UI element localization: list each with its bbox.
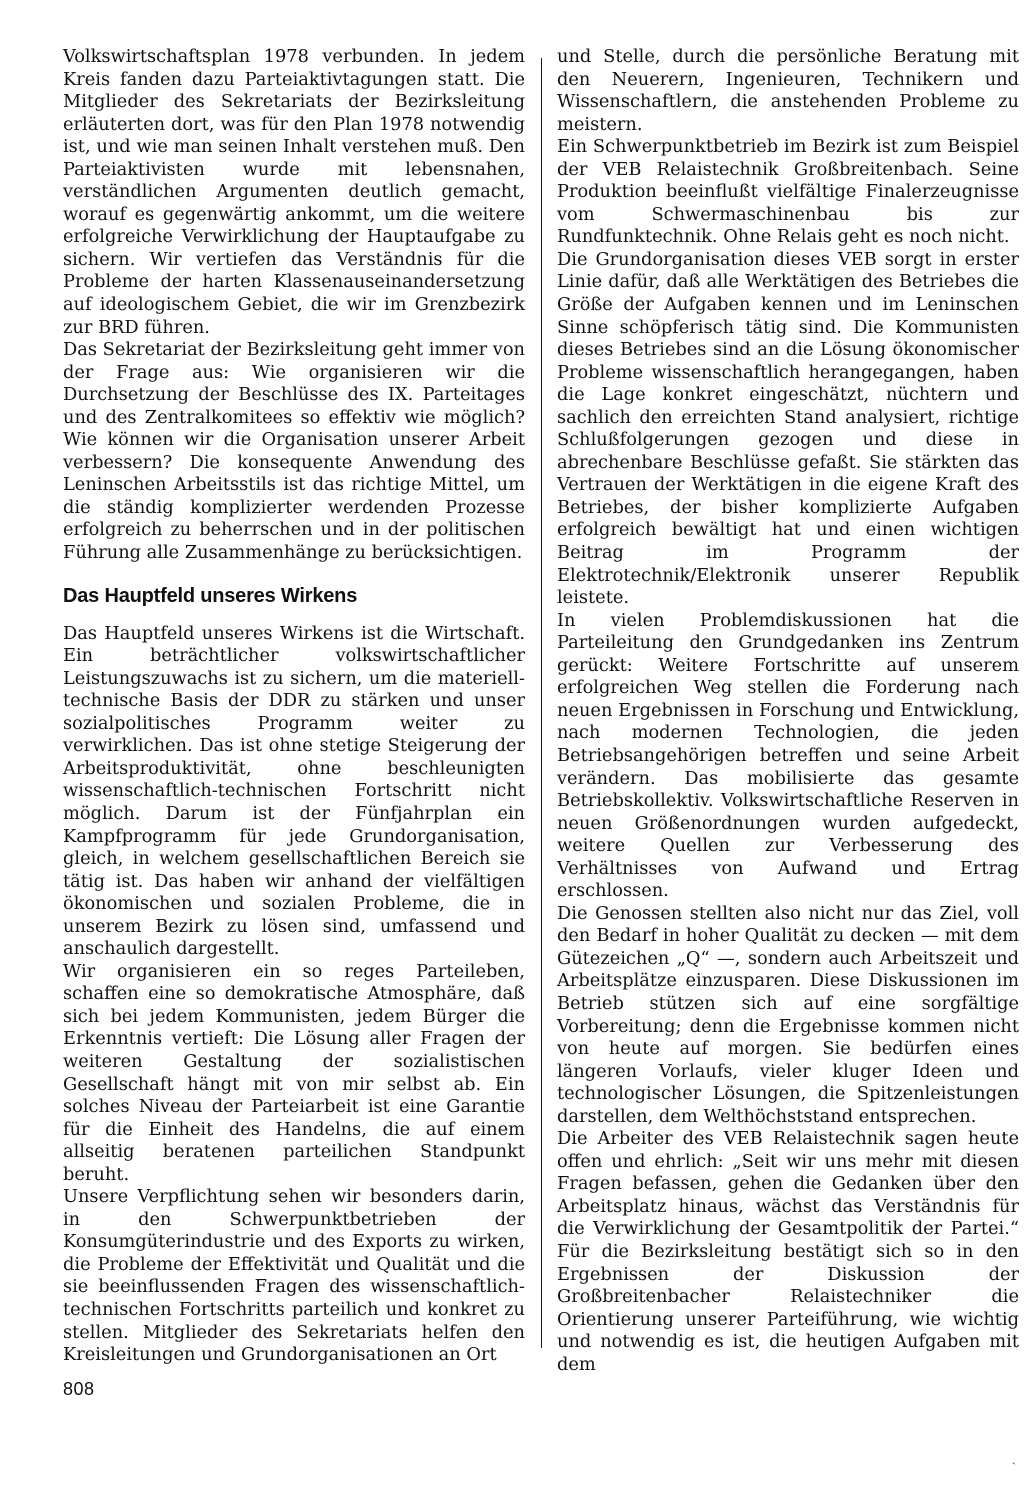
left-column: [63, 46, 525, 1367]
paragraph: Wir organisieren ein so reges Parteileben, schaffen eine so demokratische Atmosphäre, daß sich bei jedem Kommunisten, jedem Bürger die Erkenntnis vertieft: Die Lösung aller Fragen der weiteren Gestaltung der sozialistischen Gesellschaft hängt mit von mir selbst ab. Ein solches Niveau der Parteiarbeit ist eine Garantie für die Einheit des Handelns, die auf einem allseitig beratenen parteilichen Standpunkt beruht.: [63, 960, 525, 1185]
paragraph: Die Arbeiter des VEB Relaistechnik sagen heute offen und ehrlich: „Seit wir uns mehr mit diesen Fragen befassen, gehen die Gedanken über den Arbeitsplatz hinaus, wächst das Verständnis für die Verwirklichung der Gesamtpolitik der Partei.“ Für die Bezirksleitung bestätigt sich so in den Ergebnissen der Diskussion der Großbreitenbacher Relaistechniker die Orientierung unserer Parteiführung, wie wichtig und notwendig es ist, die heutigen Aufgaben mit dem: [557, 1128, 1019, 1375]
scan-mark: ˎ: [1012, 1451, 1016, 1465]
section-heading: Das Hauptfeld unseres Wirkens: [63, 584, 358, 607]
column-divider: [541, 58, 542, 1348]
paragraph: Das Hauptfeld unseres Wirkens ist die Wirtschaft. Ein beträchtlicher volkswirtschaftlicher Leistungszuwachs ist zu sichern, um die materiell-technische Basis der DDR zu stärken und unser sozialpolitisches Programm weiter zu verwirklichen. Das ist ohne stetige Steigerung der Arbeitsproduktivität, ohne beschleunigten wissenschaftlich-technischen Fortschritt nicht möglich. Darum ist der Fünfjahrplan ein Kampfprogramm für jede Grundorganisation, gleich, in welchem gesellschaftlichen Bereich sie tätig ist. Das haben wir anhand der vielfältigen ökonomischen und sozialen Probleme, die in unserem Bezirk zu lösen sind, umfassend und anschaulich dargestellt.: [63, 622, 525, 960]
paragraph: Das Sekretariat der Bezirksleitung geht immer von der Frage aus: Wie organisieren wir die Durchsetzung der Beschlüsse des IX. Parteitages und des Zentralkomitees so effektiv wie möglich? Wie können wir die Organisation unserer Arbeit verbessern? Die konsequente Anwendung des Leninschen Arbeitsstils ist das richtige Mittel, um die ständig komplizierter werdenden Prozesse erfolgreich zu beherrschen und in der politischen Führung alle Zusammenhänge zu berücksichtigen.: [63, 339, 525, 564]
paragraph: Volkswirtschaftsplan 1978 verbunden. In jedem Kreis fanden dazu Parteiaktivtagungen statt. Die Mitglieder des Sekretariats der Bezirksleitung erläuterten dort, was für den Plan 1978 notwendig ist, und wie man seinen Inhalt verstehen muß. Den Parteiaktivisten wurde mit lebensnahen, verständlichen Argumenten deutlich gemacht, worauf es gegenwärtig ankommt, um die weitere erfolgreiche Verwirklichung der Hauptaufgabe zu sichern. Wir vertiefen das Verständnis für die Probleme der harten Klassenauseinandersetzung auf ideologischem Gebiet, die wir im Grenzbezirk zur BRD führen.: [63, 46, 525, 338]
paragraph: und Stelle, durch die persönliche Beratung mit den Neuerern, Ingenieuren, Technikern und Wissenschaftlern, die anstehenden Probleme zu meistern.: [557, 46, 1019, 135]
paragraph: Die Grundorganisation dieses VEB sorgt in erster Linie dafür, daß alle Werktätigen des Betriebes die Größe der Aufgaben kennen und im Leninschen Sinne schöpferisch tätig sind. Die Kommunisten dieses Betriebes sind an die Lösung ökonomischer Probleme wissenschaftlich herangegangen, haben die Lage konkret eingeschätzt, nüchtern und sachlich den erreichten Stand analysiert, richtige Schlußfolgerungen gezogen und diese in abrechenbare Beschlüsse gefaßt. Sie stärkten das Vertrauen der Werktätigen in die eigene Kraft des Betriebes, der bisher komplizierte Aufgaben erfolgreich bewältigt hat und einen wichtigen Beitrag im Programm der Elektrotechnik/Elektronik unserer Republik leistete.: [557, 248, 1019, 609]
right-column: [557, 46, 1019, 1376]
paragraph: Ein Schwerpunktbetrieb im Bezirk ist zum Beispiel der VEB Relaistechnik Großbreitenbach. Seine Produktion beeinflußt vielfältige Finalerzeugnisse vom Schwermaschinenbau bis zur Rundfunktechnik. Ohne Relais geht es noch nicht.: [557, 136, 1019, 248]
paragraph: Unsere Verpflichtung sehen wir besonders darin, in den Schwerpunktbetrieben der Konsumgüterindustrie und des Exports zu wirken, die Probleme der Effektivität und Qualität und die sie beeinflussenden Fragen des wissenschaftlich-technischen Fortschritts parteilich und konkret zu stellen. Mitglieder des Sekretariats helfen den Kreisleitungen und Grundorganisationen an Ort: [63, 1186, 525, 1366]
paragraph: Die Genossen stellten also nicht nur das Ziel, voll den Bedarf in hoher Qualität zu decken — mit dem Gütezeichen „Q“ —, sondern auch Arbeitszeit und Arbeitsplätze einzusparen. Diese Diskussionen im Betrieb stützen sich auf eine sorgfältige Vorbereitung; denn die Ergebnisse kommen nicht von heute auf morgen. Sie bedürfen eines längeren Vorlaufs, vieler kluger Ideen und technologischer Lösungen, die Spitzenleistungen darstellen, dem Welthöchststand entsprechen.: [557, 902, 1019, 1127]
page-number: 808: [63, 1379, 95, 1399]
paragraph: In vielen Problemdiskussionen hat die Parteileitung den Grundgedanken ins Zentrum gerückt: Weitere Fortschritte auf unserem erfolgreichen Weg stellen die Forderung nach neuen Ergebnissen in Forschung und Entwicklung, nach modernen Technologien, die jeden Betriebsangehörigen betreffen und seine Arbeit verändern. Das mobilisierte das gesamte Betriebskollektiv. Volkswirtschaftliche Reserven in neuen Größenordnungen wurden aufgedeckt, weitere Quellen zur Verbesserung des Verhältnisses von Aufwand und Ertrag erschlossen.: [557, 609, 1019, 902]
